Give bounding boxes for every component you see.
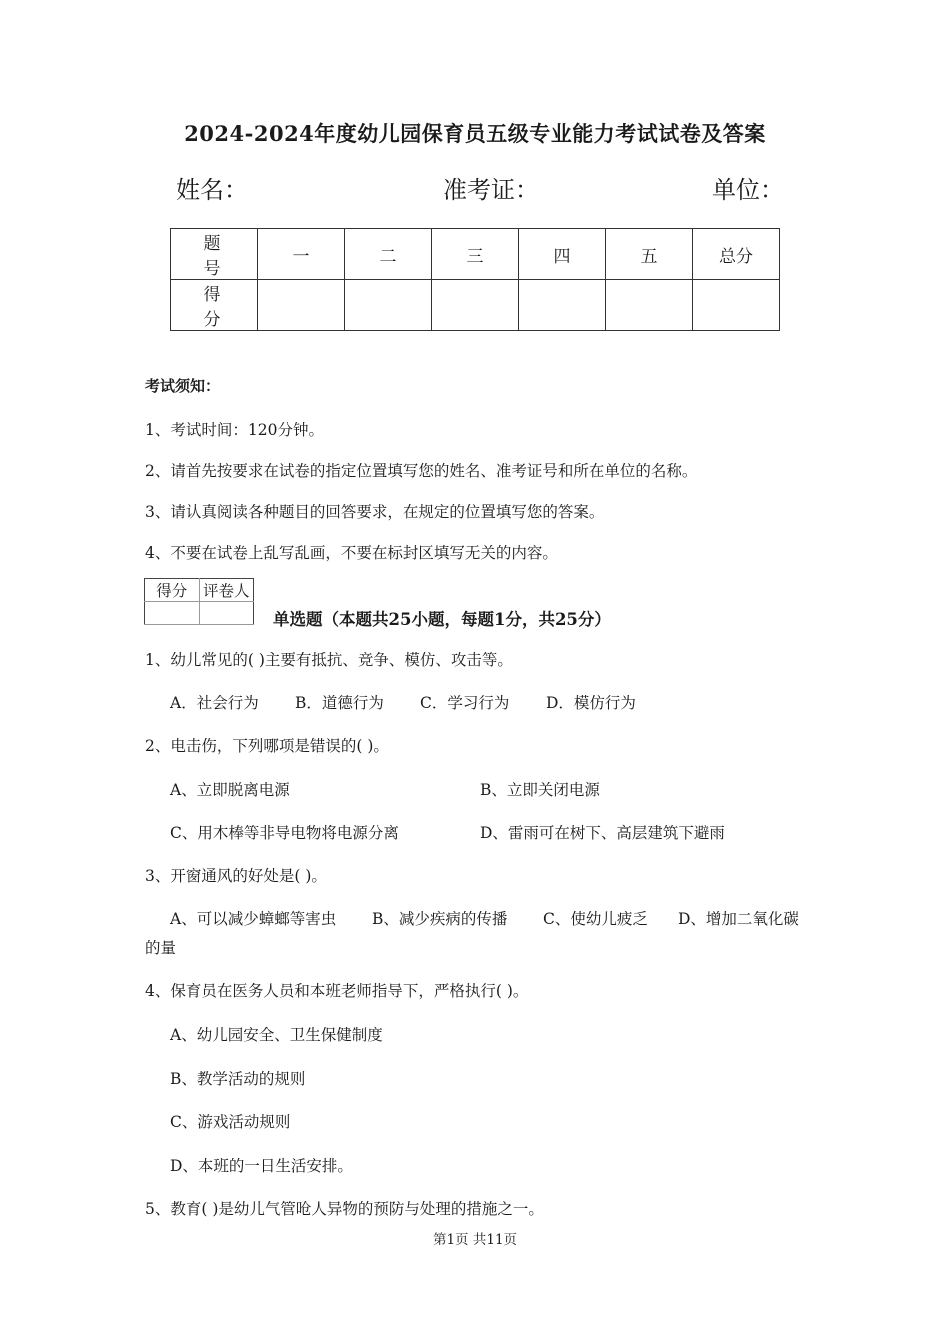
header-cell-total: 总分 bbox=[693, 229, 780, 280]
score-cell[interactable] bbox=[693, 280, 780, 331]
header-cell-question-number: 题 号 bbox=[171, 229, 258, 280]
score-cell[interactable] bbox=[519, 280, 606, 331]
notice-title: 考试须知： bbox=[145, 377, 221, 395]
question-stem: 5、教育( )是幼儿气管呛人异物的预防与处理的措施之一。 bbox=[145, 1200, 544, 1218]
grader-name-cell[interactable] bbox=[199, 602, 254, 625]
grader-score-label: 得分 bbox=[145, 579, 200, 602]
header-cell-part-3: 三 bbox=[432, 229, 519, 280]
option-a[interactable]: A、可以减少蟑螂等害虫 bbox=[170, 910, 337, 928]
option-a[interactable]: A、立即脱离电源 bbox=[170, 781, 290, 799]
header-cell-part-4: 四 bbox=[519, 229, 606, 280]
notice-item: 3、请认真阅读各种题目的回答要求，在规定的位置填写您的答案。 bbox=[145, 503, 605, 521]
option-b[interactable]: B、教学活动的规则 bbox=[170, 1070, 306, 1088]
notice-item: 1、考试时间：120分钟。 bbox=[145, 421, 324, 439]
score-cell[interactable] bbox=[345, 280, 432, 331]
name-label: 姓名： bbox=[176, 176, 248, 204]
option-d[interactable]: D、增加二氧化碳 bbox=[678, 910, 799, 928]
grader-name-label: 评卷人 bbox=[199, 579, 254, 602]
option-c[interactable]: C．学习行为 bbox=[420, 694, 510, 712]
question-stem: 2、电击伤，下列哪项是错误的( )。 bbox=[145, 737, 389, 755]
header-cell-part-1: 一 bbox=[258, 229, 345, 280]
score-table-header-row bbox=[171, 229, 780, 280]
page-title: 2024-2024年度幼儿园保育员五级专业能力考试试卷及答案 bbox=[184, 121, 766, 146]
question-stem: 1、幼儿常见的( )主要有抵抗、竞争、模仿、攻击等。 bbox=[145, 651, 513, 669]
option-b[interactable]: B．道德行为 bbox=[295, 694, 384, 712]
option-b[interactable]: B、立即关闭电源 bbox=[480, 781, 600, 799]
notice-item: 4、不要在试卷上乱写乱画，不要在标封区填写无关的内容。 bbox=[145, 544, 558, 562]
question-stem: 4、保育员在医务人员和本班老师指导下，严格执行( )。 bbox=[145, 982, 529, 1000]
option-d[interactable]: D、雷雨可在树下、高层建筑下避雨 bbox=[480, 824, 725, 842]
grader-box bbox=[144, 578, 254, 625]
score-table-score-row bbox=[171, 280, 780, 331]
option-a[interactable]: A．社会行为 bbox=[170, 694, 259, 712]
option-c[interactable]: C、游戏活动规则 bbox=[170, 1113, 291, 1131]
score-row-label: 得 分 bbox=[171, 280, 258, 331]
option-c[interactable]: C、用木棒等非导电物将电源分离 bbox=[170, 824, 399, 842]
question-stem: 3、开窗通风的好处是( )。 bbox=[145, 867, 327, 885]
option-d[interactable]: D、本班的一日生活安排。 bbox=[170, 1157, 353, 1175]
score-cell[interactable] bbox=[432, 280, 519, 331]
option-b[interactable]: B、减少疾病的传播 bbox=[372, 910, 508, 928]
section-title: 单选题（本题共25小题，每题1分，共25分） bbox=[273, 610, 611, 629]
header-cell-part-2: 二 bbox=[345, 229, 432, 280]
option-c[interactable]: C、使幼儿疲乏 bbox=[543, 910, 648, 928]
notice-item: 2、请首先按要求在试卷的指定位置填写您的姓名、准考证号和所在单位的名称。 bbox=[145, 462, 698, 480]
score-cell[interactable] bbox=[258, 280, 345, 331]
option-a[interactable]: A、幼儿园安全、卫生保健制度 bbox=[170, 1026, 383, 1044]
option-d-wrap: 的量 bbox=[145, 939, 177, 957]
grader-score-cell[interactable] bbox=[145, 602, 200, 625]
exam-id-label: 准考证： bbox=[443, 176, 539, 204]
score-table bbox=[170, 228, 780, 331]
option-d[interactable]: D．模仿行为 bbox=[546, 694, 636, 712]
score-cell[interactable] bbox=[606, 280, 693, 331]
unit-label: 单位： bbox=[712, 176, 784, 204]
page-number: 第1页 共11页 bbox=[432, 1232, 518, 1248]
header-cell-part-5: 五 bbox=[606, 229, 693, 280]
